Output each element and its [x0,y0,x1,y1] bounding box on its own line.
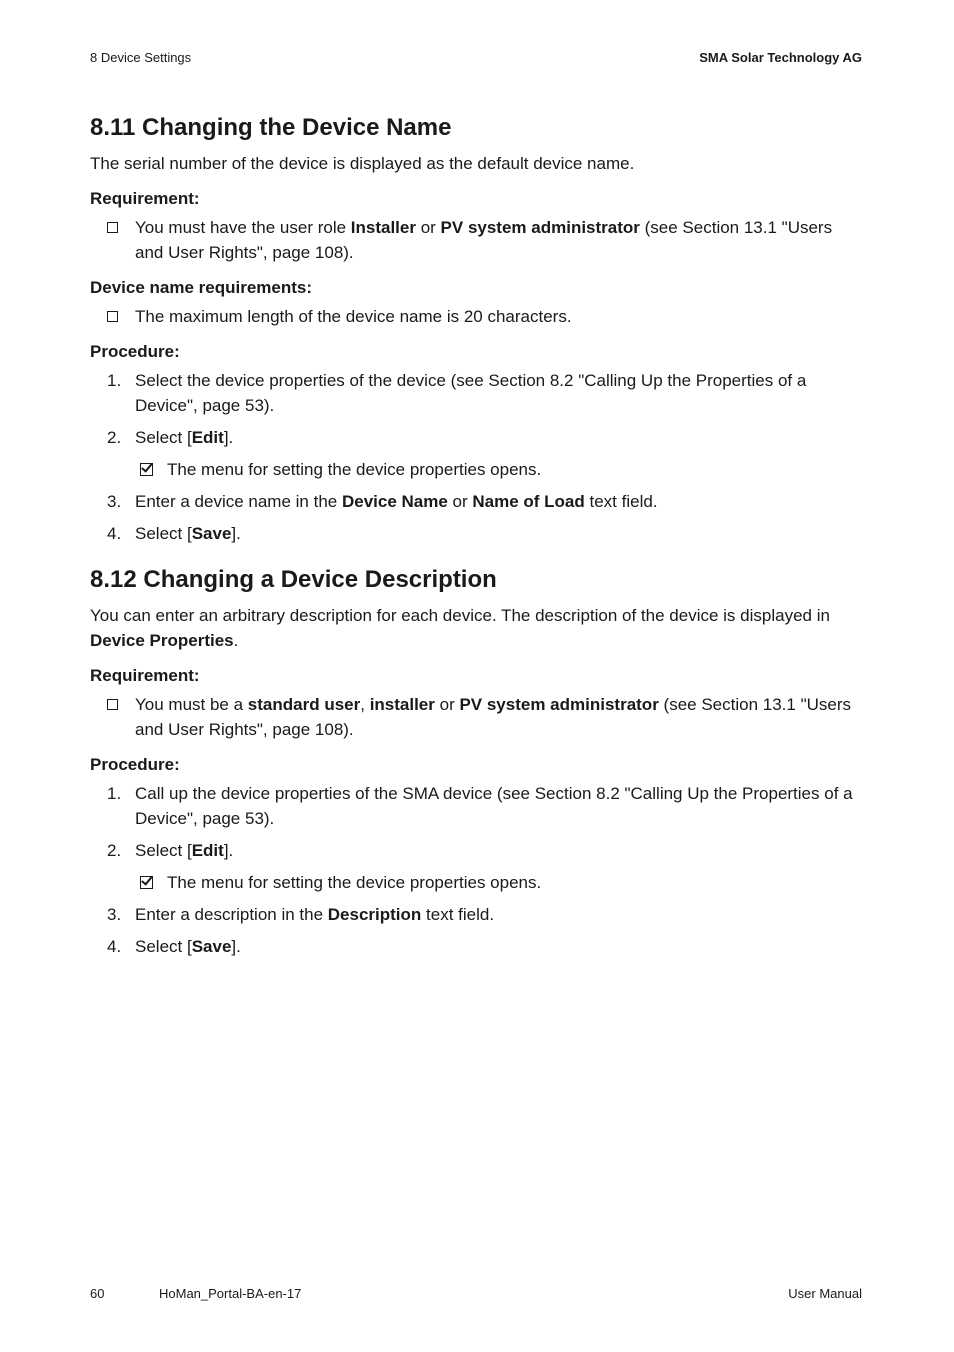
device-name-requirement-item: The maximum length of the device name is 20 characters. [90,304,862,329]
page-content [90,112,862,966]
running-header-company: SMA Solar Technology AG [699,50,862,65]
procedure-step: 1. Call up the device properties of the SMA device (see Section 8.2 "Calling Up the Properties of a Device", page 53). [107,784,853,828]
section-8-11-title: 8.11 Changing the Device Name [90,114,452,141]
checked-box-icon [140,463,153,476]
footer-document-type: User Manual [788,1286,862,1301]
procedure-step: 4. Select [Save]. [107,524,241,543]
checkbox-icon [107,222,118,233]
procedure-step: 1. Select the device properties of the device (see Section 8.2 "Calling Up the Properties of a Device", page 53). [107,371,807,415]
checkbox-icon [107,699,118,710]
section-8-12-title: 8.12 Changing a Device Description [90,566,497,593]
procedure-list [90,368,862,546]
section-8-12-intro: You can enter an arbitrary description for each device. The description of the device is displayed in Device Properties. [90,606,830,650]
requirement-item: You must have the user role Installer or PV system administrator (see Section 13.1 "Users and User Rights", page 108). [90,215,862,265]
running-header-chapter: 8 Device Settings [90,50,192,65]
requirement-item: You must be a standard user, installer or PV system administrator (see Section 13.1 "Users and User Rights", page 108). [90,692,862,742]
checkbox-icon [107,311,118,322]
footer-document-id: HoMan_Portal-BA-en-17 [159,1286,302,1301]
requirement-heading: Requirement: [90,666,200,685]
device-name-requirements-heading: Device name requirements: [90,278,313,297]
procedure-step: 3. Enter a description in the Description text field. [107,905,495,924]
procedure-heading: Procedure: [90,342,180,361]
procedure-step: 2. Select [Edit]. [107,841,234,860]
procedure-step: 3. Enter a device name in the Device Name or Name of Load text field. [107,492,658,511]
section-8-11-intro: The serial number of the device is displayed as the default device name. [90,154,635,173]
checked-box-icon [140,876,153,889]
procedure-step-result: The menu for setting the device properties opens. [90,457,862,482]
requirement-heading: Requirement: [90,189,200,208]
procedure-list [90,781,862,959]
footer-page-number: 60 [90,1286,105,1301]
procedure-step: 4. Select [Save]. [107,937,241,956]
procedure-step-result: The menu for setting the device properties opens. [90,870,862,895]
procedure-heading: Procedure: [90,755,180,774]
procedure-step: 2. Select [Edit]. [107,428,234,447]
